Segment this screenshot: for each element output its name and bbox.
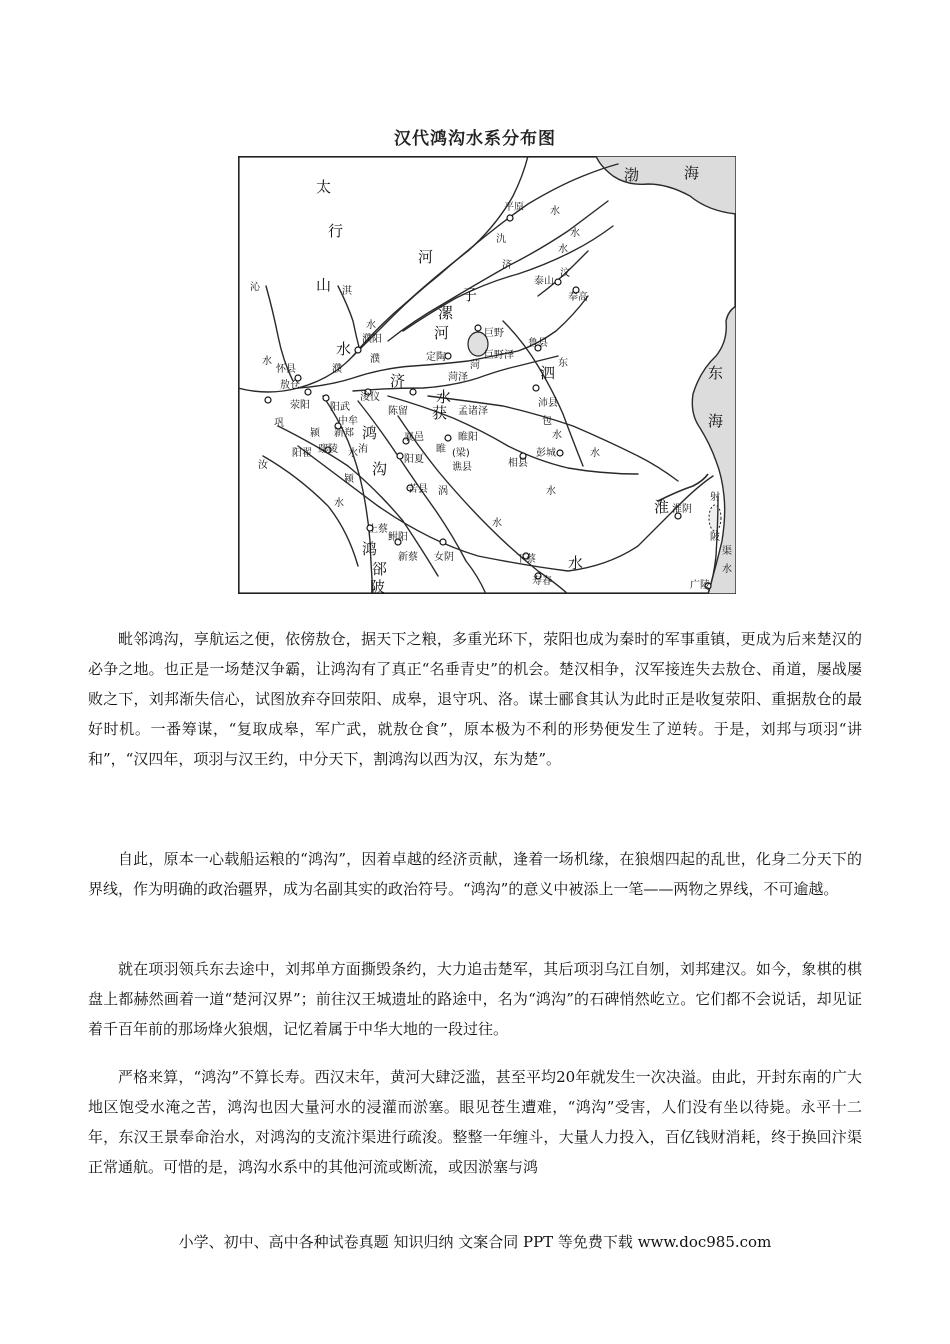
map-label: 鲋阳 [388,532,408,543]
map-label: 淇 [342,286,352,297]
map-label: 巨野 [484,328,504,339]
map-label: 获 [432,404,448,422]
map-label: 平原 [504,202,524,213]
map-label: 濮阳 [362,334,382,345]
paragraph-2: 自此，原本一心载船运粮的“鸿沟”，因着卓越的经济贡献，逢着一场机缘，在狼烟四起的乱世，化身二分天下的界线，作为明确的政治疆界，成为名副其实的政治符号。“鸿沟”的意义中被添上一笔——两物之界线，不可逾越。 [88,850,862,898]
sheyang-lake [709,505,721,531]
map-label: 东 [558,358,568,369]
map-label: 孟诸泽 [458,406,488,417]
map-label: 渤 [624,166,640,184]
map-label: 巩 [274,418,284,429]
map-label: 郤 [372,560,388,578]
map-label: 水 [550,206,560,217]
map-label: 泗 [540,364,556,382]
map-label: 水 [722,564,732,575]
map-label: 菏 [470,360,480,371]
map-label: 海 [684,164,700,182]
map-label: 濮 [332,364,342,375]
map-label: 水 [590,448,600,459]
map-label: 淮 [654,498,670,516]
map-label: 鲁县 [528,338,548,349]
map-label: 行 [328,222,344,240]
map-label: 漯 [438,304,454,322]
map-label: 阳武 [330,402,350,413]
map-label: 水 [366,320,376,331]
map-label: 山 [316,276,332,294]
map-label: 汶 [560,268,570,279]
map-label: 水 [546,486,556,497]
paragraph-3: 就在项羽领兵东去途中，刘邦单方面撕毁条约，大力追击楚军，其后项羽乌江自刎，刘邦建汉。如今，象棋的棋盘上都赫然画着一道“楚河汉界”；前往汉王城遗址的路途中，名为“鸿沟”的石碑悄然屹立。它们都不会说话，却见证着千百年前的那场烽火狼烟，记忆着属于中华大地的一段过往。 [88,960,862,1038]
map-label: 济 [390,372,406,390]
map-label: 水 [568,554,584,572]
map-label: 水 [348,448,358,459]
map-label: 颍 [344,474,354,485]
map-svg [238,156,736,594]
map-label: 泰山 [534,276,554,287]
map-label: 陈留 [388,406,408,417]
map-label: 浚仪 [360,392,380,403]
map-label: 济 [502,260,512,271]
map-label: 陂 [710,532,720,543]
paragraph-4: 严格来算，“鸿沟”不算长寿。西汉末年，黄河大肆泛滥，甚至平均20年就发生一次决溢。由此，开封东南的广大地区饱受水淹之苦，鸿沟也因大量河水的浸灌而淤塞。眼见苍生遭难，“鸿沟”受害，人们没有坐以待毙。永平十二年，东汉王景奉命治水，对鸿沟的支流汴渠进行疏浚。整整一年缠斗，大量人力投入，百亿钱财消耗，终于换回汴渠正常通航。可惜的是，鸿沟水系中的其他河流或断流，或因淤塞与鸿 [88,1068,862,1176]
map-label: 鄢陵 [318,444,338,455]
map-label: 水 [336,340,352,358]
map-label: 谯县 [452,462,472,473]
map-label: 苦县 [408,484,428,495]
map-label: 寿春 [532,576,552,587]
map-label: 新郑 [334,428,354,439]
map-label: 新蔡 [398,552,418,563]
map-label: 渠 [722,546,732,557]
page-footer: 小学、初中、高中各种试卷真题 知识归纳 文案合同 PPT 等免费下载 www.doc985.com [178,1233,772,1251]
map-label: 中牟 [338,416,358,427]
map-label: 东 [708,364,724,382]
map-label: 女阴 [434,552,454,563]
map-label: 沛县 [538,398,558,409]
map-label: 阳翟 [292,448,312,459]
map-label: 涡 [438,486,448,497]
map-label: 水 [558,244,568,255]
map-label: 太 [316,178,332,196]
map-label: 襄邑 [404,432,424,443]
map-label: 河 [434,324,450,342]
map-label: 沁 [250,282,260,293]
map-label: 阳夏 [404,454,424,465]
map-label: 上蔡 [368,524,388,535]
map-label: 洧 [358,444,368,455]
map-label: 敖仓 [280,380,300,391]
map-label: 汝 [258,460,268,471]
map-label: 鸿 [362,540,378,558]
map-label: 子 [462,286,478,304]
map-label: 氿 [496,234,506,245]
map-label: (梁) [452,448,470,459]
map-label: 淮阴 [672,504,692,515]
map-label: 下蔡 [516,554,536,565]
map-label: 射 [710,492,720,503]
map-label: 水 [262,356,272,367]
map-label: 濮 [370,354,380,365]
map-label: 包 [542,416,552,427]
map-label: 水 [436,388,452,406]
map-label: 水 [492,518,502,529]
map-label: 水 [570,228,580,239]
map-label: 彭城 [536,448,556,459]
map-label: 定陶 [426,352,446,363]
map-label: 奉高 [568,292,588,303]
map-label: 河 [418,248,434,266]
map-label: 怀县 [276,364,296,375]
map-label: 荥阳 [290,400,310,411]
hong-canal-map [238,156,736,594]
map-label: 广陵 [690,580,710,591]
map-label: 水 [334,498,344,509]
map-label: 水 [552,430,562,441]
map-title: 汉代鸿沟水系分布图 [394,129,556,149]
paragraph-1: 毗邻鸿沟，享航运之便，依傍敖仓，据天下之粮，多重光环下，荥阳也成为秦时的军事重镇，更成为后来楚汉的必争之地。也正是一场楚汉争霸，让鸿沟有了真正“名垂青史”的机会。楚汉相争，汉军接连失去敖仓、甬道，屡战屡败之下，刘邦渐失信心，试图放弃夺回荥阳、成皋，退守巩、洛。谋士郦食其认为此时正是收复荥阳、重据敖仓的最好时机。一番筹谋，“复取成皋，军广武，就敖仓食”，原本极为不利的形势便发生了逆转。于是，刘邦与项羽“讲和”，“汉四年，项羽与汉王约，中分天下，割鸿沟以西为汉，东为楚”。 [88,630,862,768]
map-label: 相县 [508,458,528,469]
map-label: 沟 [372,460,388,478]
map-label: 颍 [310,428,320,439]
map-label: 睢阳 [458,432,478,443]
map-label: 鸿 [362,424,378,442]
map-label: 陂 [370,578,386,594]
map-label: 睢 [436,444,446,455]
map-label: 海 [708,412,724,430]
map-label: 巨野泽 [484,350,514,361]
map-label: 菏泽 [448,372,468,383]
